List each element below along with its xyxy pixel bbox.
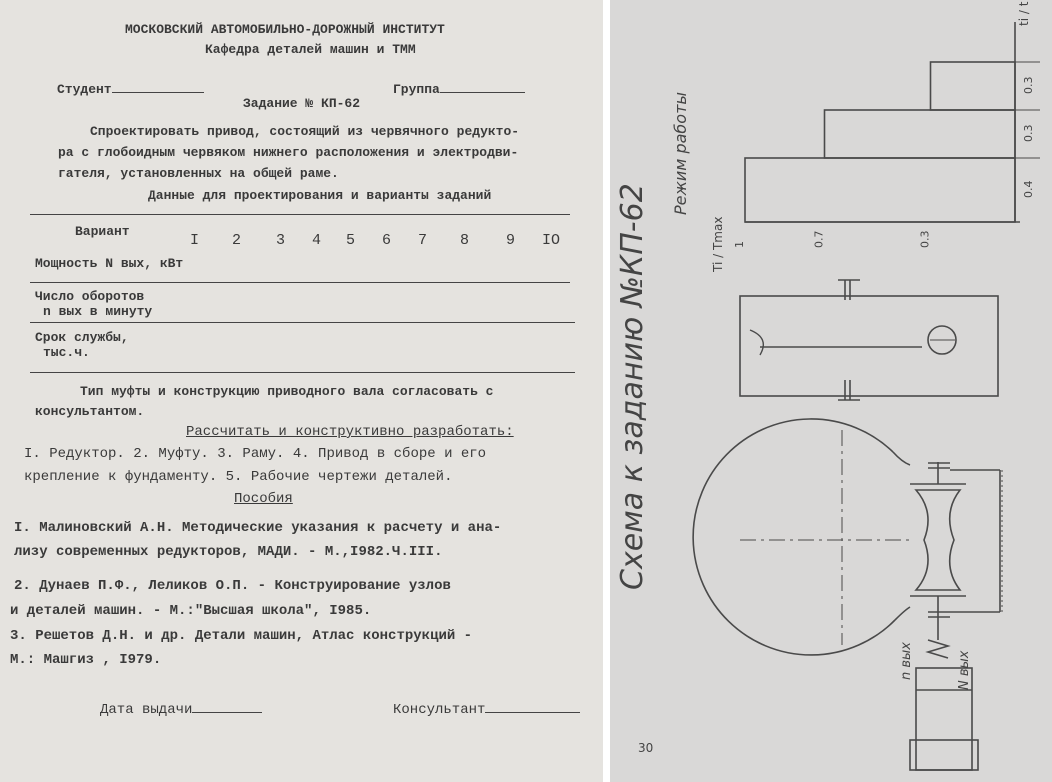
load-level-label: 0.7 — [812, 230, 826, 248]
scheme-sheet — [610, 0, 1052, 782]
reference-1-line-2: лизу современных редукторов, МАДИ. - М.,I982.Ч.III. — [14, 544, 443, 560]
svg-text:n вых: n вых — [899, 642, 914, 680]
variant-number: 7 — [418, 232, 428, 249]
variant-number: 9 — [506, 232, 516, 249]
variant-number: 4 — [312, 232, 322, 249]
group-blank — [440, 80, 525, 93]
duty-step-bar — [931, 62, 1016, 110]
develop-line-2: крепление к фундаменту. 5. Рабочие чертежи деталей. — [24, 469, 453, 485]
load-level-label: 1 — [733, 241, 746, 248]
institute-name: МОСКОВСКИЙ АВТОМОБИЛЬНО-ДОРОЖНЫЙ ИНСТИТУТ — [125, 22, 445, 37]
scheme-drawing — [610, 0, 1052, 782]
row-life-label-2: тыс.ч. — [43, 345, 90, 360]
svg-text:N вых: N вых — [957, 650, 972, 690]
row-speed-label-1: Число оборотов — [35, 289, 145, 304]
reference-2-line-1: 2. Дунаев П.Ф., Леликов О.П. - Конструирование узлов — [14, 578, 451, 594]
issue-date-blank — [192, 698, 262, 713]
student-blank — [112, 80, 204, 93]
time-fraction-label: 0.3 — [1022, 124, 1035, 142]
reference-1-line-1: I. Малиновский А.Н. Методические указания к расчету и ана- — [14, 520, 502, 536]
load-level-label: 0.3 — [918, 230, 932, 248]
variant-number: 8 — [460, 232, 470, 249]
frame-top-view — [740, 280, 998, 400]
reference-3-line-1: 3. Решетов Д.Н. и др. Детали машин, Атлас конструкций - — [10, 628, 473, 644]
motor-power-label — [957, 650, 972, 690]
table-rule-top — [30, 214, 570, 215]
svg-text:Ti / Tmax: Ti / Tmax — [711, 216, 725, 272]
description-line-1: Спроектировать привод, состоящий из червячного редукто- — [90, 124, 520, 139]
issue-date-label: Дата выдачи — [100, 698, 262, 718]
coupling-line-2: консультантом. — [35, 404, 145, 419]
variant-number: 6 — [382, 232, 392, 249]
reference-3-line-2: М.: Машгиз , I979. — [10, 652, 162, 668]
references-heading: Пособия — [234, 491, 293, 507]
duty-step-bar — [825, 110, 1016, 158]
load-axis-label — [711, 217, 725, 273]
variant-label: Вариант — [75, 224, 130, 239]
variant-number: IO — [542, 232, 561, 249]
row-speed-label-2: n вых в минуту — [43, 304, 153, 319]
student-label: Студент — [57, 80, 204, 97]
coupling-line-1: Тип муфты и конструкцию приводного вала согласовать с — [80, 384, 494, 399]
variant-number: I — [190, 232, 200, 249]
table-rule-bottom — [30, 372, 575, 373]
develop-line-1: I. Редуктор. 2. Муфту. 3. Раму. 4. Привод в сборе и его — [24, 446, 487, 462]
variant-number: 3 — [276, 232, 286, 249]
variant-number: 5 — [346, 232, 356, 249]
duty-step-bar — [745, 158, 1015, 222]
page-number: 30 — [638, 741, 654, 755]
task-title: Задание № КП-62 — [243, 96, 361, 111]
variant-number: 2 — [232, 232, 242, 249]
data-heading: Данные для проектирования и варианты заданий — [148, 188, 492, 203]
time-fraction-label: 0.3 — [1022, 76, 1035, 94]
gearbox-side-view — [693, 419, 1002, 770]
description-line-2: ра с глобоидным червяком нижнего расположения и электродви- — [58, 145, 519, 160]
department-name: Кафедра деталей машин и ТММ — [205, 42, 416, 57]
develop-heading: Рассчитать и конструктивно разработать: — [186, 424, 514, 440]
mode-label: Режим работы — [671, 91, 690, 215]
description-line-3: гателя, установленных на общей раме. — [58, 166, 339, 181]
reference-2-line-2: и деталей машин. - М.:"Высшая школа", I985. — [10, 603, 372, 619]
time-axis-label: ti / t — [1017, 1, 1031, 26]
consultant-blank — [485, 698, 580, 713]
table-rule-1 — [30, 282, 570, 283]
duty-cycle-chart — [733, 22, 1040, 248]
time-fraction-label: 0.4 — [1022, 180, 1035, 198]
table-rule-2 — [30, 322, 575, 323]
scheme-title: Схема к заданию №КП-62 — [615, 183, 650, 590]
group-label: Группа — [393, 80, 525, 97]
row-power-label: Мощность N вых, кВт — [35, 256, 184, 271]
motor-speed-label — [899, 642, 914, 680]
row-life-label-1: Срок службы, — [35, 330, 129, 345]
consultant-label: Консультант — [393, 698, 580, 718]
